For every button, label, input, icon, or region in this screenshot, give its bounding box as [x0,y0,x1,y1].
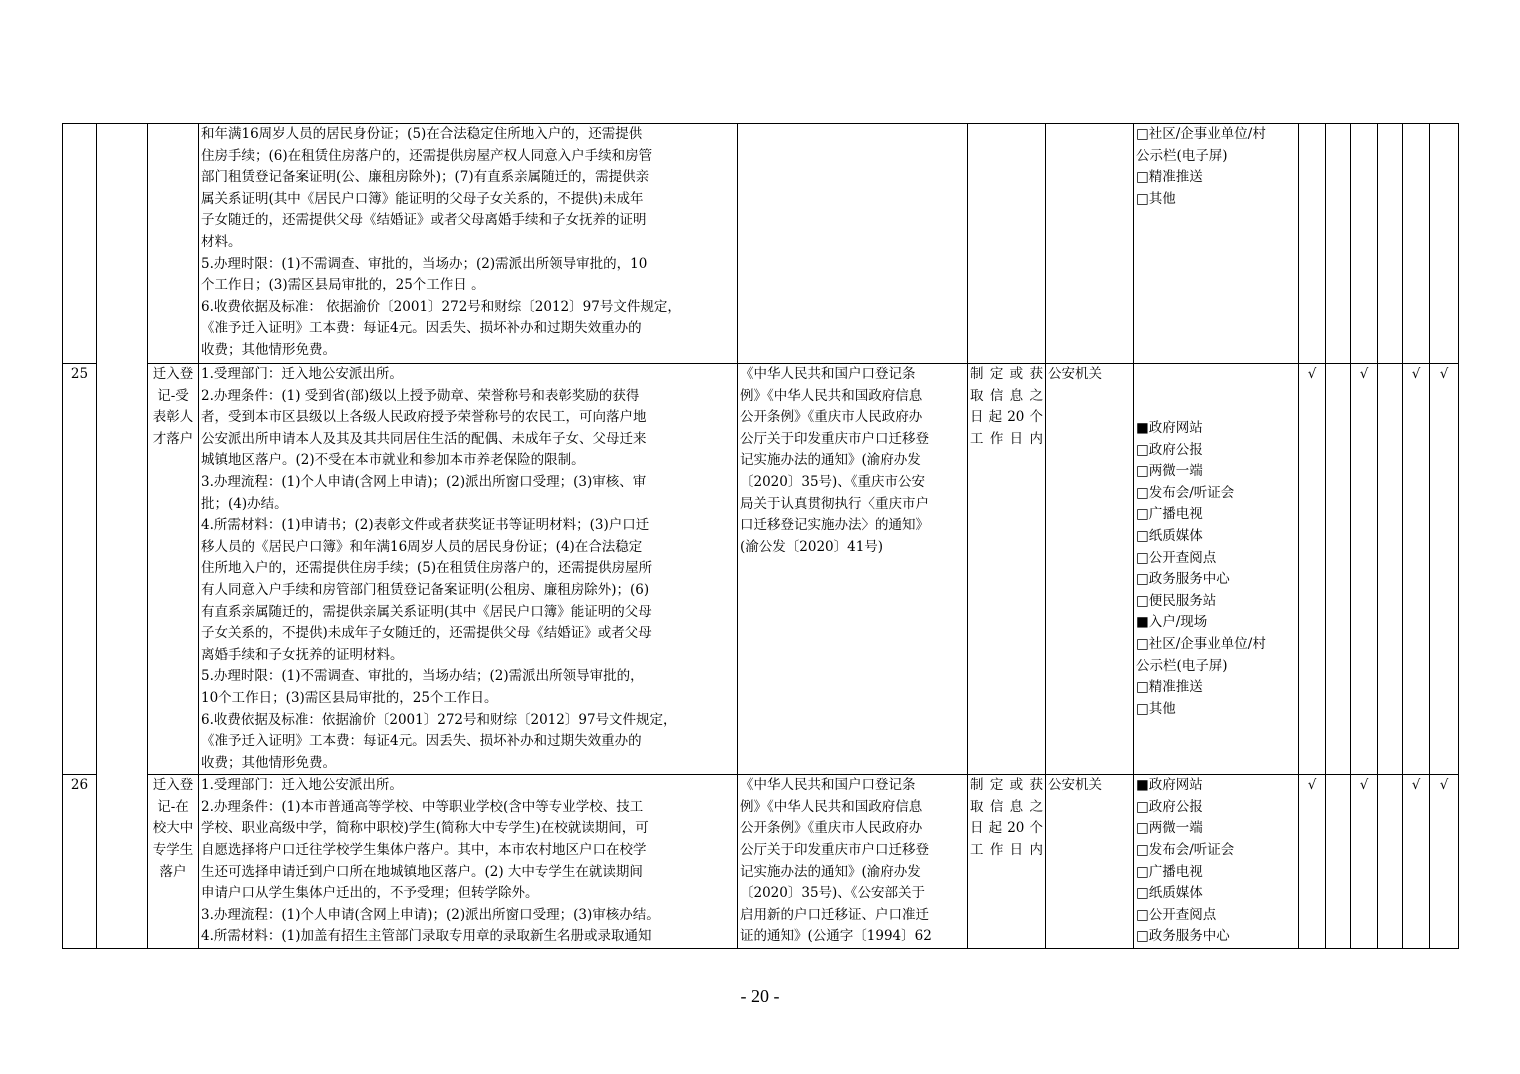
text-line: 2.办理条件：(1) 受到省(部)级以上授予勋章、荣誉称号和表彰奖励的获得 [201,387,640,404]
text-line: 记实施办法的通知》(渝府办发 [740,452,921,469]
text-line: 工作日内 [970,842,1043,859]
text-line: 日起20个 [970,820,1043,837]
check-cell: √ [1403,775,1430,949]
text-line: ■入户/现场 [1136,614,1208,631]
text-line: 公开条例》《重庆市人民政府办 [740,820,923,837]
text-line: □发布会/听证会 [1136,484,1235,501]
table-row [63,364,1459,775]
text-line: 城镇地区落户。(2)不受在本市就业和参加本市养老保险的限制。 [201,452,585,469]
item-content [199,775,738,949]
text-line: □广播电视 [1136,863,1203,880]
row-number [63,124,97,364]
check-cell [1403,124,1430,364]
text-line: 专学生 [152,842,194,859]
text-line: 1.受理部门：迁入地公安派出所。 [201,777,403,794]
table-row [63,775,1459,949]
row-number: 26 [63,775,97,949]
text-line: 迁入登 [152,777,194,794]
check-cell [1326,124,1351,364]
text-line: 口迁移登记实施办法〉的通知》 [740,517,929,534]
table-body [63,124,1459,949]
text-line: 制定或获 [970,366,1043,382]
text-line: 例》《中华人民共和国政府信息 [740,798,923,815]
text-line: 5.办理时限：(1)不需调查、审批的，当场办结；(2)需派出所领导审批的， [201,668,644,685]
text-line: □政府公报 [1136,798,1203,815]
check-cell: √ [1430,775,1459,949]
disclosure-subject [1046,124,1134,364]
text-line: 10个工作日；(3)需区县局审批的，25个工作日。 [201,689,498,706]
text-line: 〔2020〕35号)、《公安部关于 [740,885,926,902]
text-line: 日起20个 [970,409,1043,426]
text-line: 〔2020〕35号)、《重庆市公安 [740,473,926,490]
text-line: 取信息之 [970,387,1043,404]
text-line: 工作日内 [970,430,1043,447]
check-cell [1430,124,1459,364]
check-cell: √ [1430,364,1459,775]
text-line: 记实施办法的通知》(渝府办发 [740,863,921,880]
disclosure-channels [1134,775,1299,949]
text-line: 3.办理流程：(1)个人申请(含网上申请)；(2)派出所窗口受理；(3)审核办结。 [201,906,660,923]
item-content [199,124,738,364]
text-line: □发布会/听证会 [1136,842,1235,859]
disclosure-time [968,124,1046,364]
text-line: 4.所需材料：(1)加盖有招生主管部门录取专用章的录取新生名册或录取通知 [201,928,652,945]
disclosure-channels [1134,124,1299,364]
text-line: 移人员的《居民户口簿》和年满16周岁人员的居民身份证；(4)在合法稳定 [201,538,643,555]
check-cell [1378,364,1403,775]
text-line: 《准予迁入证明》工本费：每证4元。因丢失、损坏补办和过期失效重办的 [201,320,642,337]
text-line: 个工作日；(3)需区县局审批的，25个工作日 。 [201,277,485,294]
text-line: 3.办理流程：(1)个人申请(含网上申请)；(2)派出所窗口受理；(3)审核、审 [201,473,647,490]
text-line: □政务服务中心 [1136,928,1230,945]
text-line: □政府公报 [1136,441,1203,458]
text-line: □其他 [1136,190,1176,207]
text-line: 公开条例》《重庆市人民政府办 [740,409,923,426]
text-line: ■政府网站 [1136,419,1203,436]
check-cell [1378,775,1403,949]
category-cell [97,124,148,949]
text-line: 公厅关于印发重庆市户口迁移登 [740,842,929,859]
text-line: 2.办理条件：(1)本市普通高等学校、中等职业学校(含中等专业学校、技工 [201,798,644,815]
text-line: 属关系证明(其中《居民户口簿》能证明的父母子女关系的，不提供)未成年 [201,190,644,207]
text-line: 者，受到本市区县级以上各级人民政府授予荣誉称号的农民工，可向落户地 [201,409,647,426]
text-line: 6.收费依据及标准： 依据渝价〔2001〕272号和财综〔2012〕97号文件规定， [201,298,681,315]
text-line: □纸质媒体 [1136,527,1203,544]
text-line: ■政府网站 [1136,777,1203,794]
check-cell: √ [1299,775,1326,949]
text-line: □社区/企事业单位/村 [1136,635,1266,652]
text-line: 公安派出所申请本人及其及其共同居住生活的配偶、未成年子女、父母迁来 [201,430,647,447]
text-line: 生还可选择申请迁到户口所在地城镇地区落户。(2) 大中专学生在就读期间 [201,863,643,880]
legal-basis [738,364,968,775]
text-line: 《中华人民共和国户口登记条 [740,366,916,382]
text-line: 5.办理时限：(1)不需调查、审批的，当场办；(2)需派出所领导审批的，10 [201,255,648,272]
text-line: 《中华人民共和国户口登记条 [740,777,916,794]
text-line: 落户 [159,863,187,880]
text-line: 制定或获 [970,777,1043,794]
text-line: □社区/企事业单位/村 [1136,126,1266,142]
text-line: 例》《中华人民共和国政府信息 [740,387,923,404]
table-row [63,124,1459,364]
text-line: 局关于认真贯彻执行〈重庆市户 [740,495,929,512]
disclosure-time [968,364,1046,775]
text-line: 4.所需材料：(1)申请书；(2)表彰文件或者获奖证书等证明材料；(3)户口迁 [201,517,650,534]
text-line: □政务服务中心 [1136,571,1230,588]
disclosure-time [968,775,1046,949]
text-line: □精准推送 [1136,169,1203,186]
text-line: 记-受 [157,387,189,404]
text-line: 才落户 [152,430,194,447]
text-line: 有直系亲属随迁的，需提供亲属关系证明(其中《居民户口簿》能证明的父母 [201,603,652,620]
text-line: 申请户口从学生集体户迁出的，不予受理；但转学除外。 [201,885,539,902]
text-line: 证的通知》(公通字〔1994〕62 [740,928,932,945]
text-line: □两微一端 [1136,820,1203,837]
item-content [199,364,738,775]
text-line: 启用新的户口迁移证、户口准迁 [740,906,929,923]
disclosure-subject: 公安机关 [1046,364,1134,775]
text-line: 批；(4)办结。 [201,495,288,512]
text-line: □纸质媒体 [1136,885,1203,902]
text-line: 收费；其他情形免费。 [201,754,336,771]
text-line: 学校、职业高级中学，简称中职校)学生(简称大中专学生)在校就读期间，可 [201,820,649,837]
text-line: 记-在 [157,798,189,815]
text-line: 有人同意入户手续和房管部门租赁登记备案证明(公租房、廉租房除外)；(6) [201,581,650,598]
text-line: 公示栏(电子屏) [1136,657,1228,674]
text-line: 公厅关于印发重庆市户口迁移登 [740,430,929,447]
text-line: □精准推送 [1136,679,1203,696]
check-cell [1299,124,1326,364]
check-cell [1326,364,1351,775]
item-name [148,124,199,364]
text-line: □便民服务站 [1136,592,1217,609]
text-line: 迁入登 [152,366,194,382]
text-line: □公开查阅点 [1136,906,1217,923]
text-line: 部门租赁登记备案证明(公、廉租房除外)；(7)有直系亲属随迁的，需提供亲 [201,169,650,186]
item-name [148,775,199,949]
check-cell: √ [1351,775,1378,949]
item-name [148,364,199,775]
text-line: 自愿选择将户口迁往学校学生集体户落户。其中，本市农村地区户口在校学 [201,842,647,859]
check-cell: √ [1299,364,1326,775]
check-cell [1326,775,1351,949]
text-line: 6.收费依据及标准：依据渝价〔2001〕272号和财综〔2012〕97号文件规定， [201,711,677,728]
text-line: 1.受理部门：迁入地公安派出所。 [201,366,403,382]
text-line: 表彰人 [152,409,194,426]
text-line: 《准予迁入证明》工本费：每证4元。因丢失、损坏补办和过期失效重办的 [201,733,642,750]
legal-basis [738,124,968,364]
check-cell: √ [1351,364,1378,775]
text-line: □两微一端 [1136,463,1203,480]
row-number: 25 [63,364,97,775]
text-line: (渝公发〔2020〕41号) [740,538,884,555]
text-line: 住房手续；(6)在租赁住房落户的，还需提供房屋产权人同意入户手续和房管 [201,147,653,164]
check-cell [1378,124,1403,364]
check-cell: √ [1403,364,1430,775]
page-number: - 20 - [740,986,780,1006]
text-line: 材料。 [201,233,242,250]
text-line: 子女随迁的，还需提供父母《结婚证》或者父母离婚手续和子女抚养的证明 [201,212,647,229]
legal-basis [738,775,968,949]
info-disclosure-table [62,123,1459,949]
text-line: 和年满16周岁人员的居民身份证；(5)在合法稳定住所地入户的，还需提供 [201,126,643,142]
text-line: □其他 [1136,700,1176,717]
text-line: 住所地入户的，还需提供住房手续；(5)在租赁住房落户的，还需提供房屋所 [201,560,653,577]
text-line: 离婚手续和子女抚养的证明材料。 [201,646,404,663]
text-line: 子女关系的，不提供)未成年子女随迁的，还需提供父母《结婚证》或者父母 [201,625,652,642]
text-line: 校大中 [152,820,194,837]
text-line: □广播电视 [1136,506,1203,523]
disclosure-channels [1134,364,1299,775]
disclosure-subject: 公安机关 [1046,775,1134,949]
text-line: 取信息之 [970,798,1043,815]
text-line: 公示栏(电子屏) [1136,147,1228,164]
text-line: 收费；其他情形免费。 [201,341,336,358]
text-line: □公开查阅点 [1136,549,1217,566]
check-cell [1351,124,1378,364]
